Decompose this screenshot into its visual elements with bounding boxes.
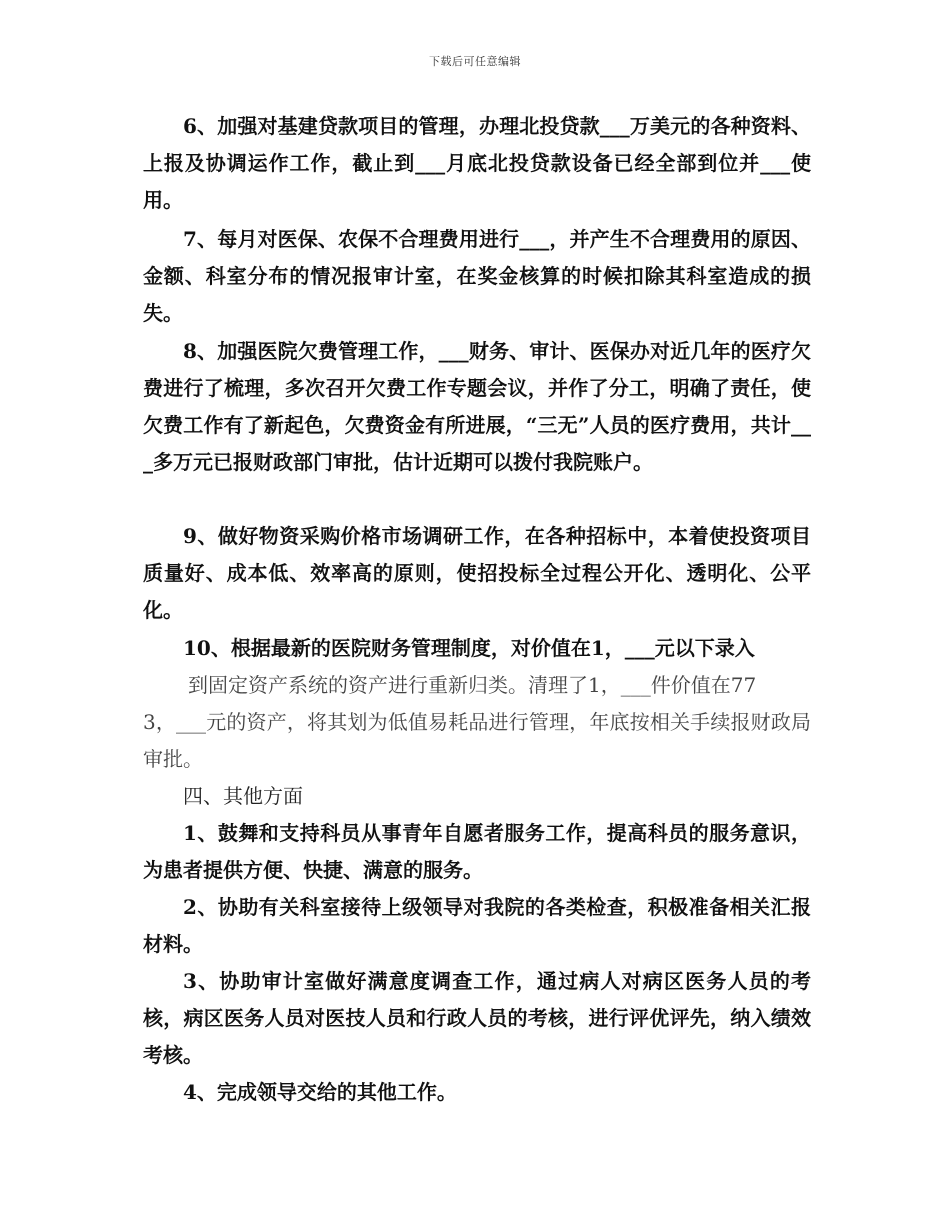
paragraph-other-3: 3、协助审计室做好满意度调查工作，通过病人对病区医务人员的考核，病区医务人员对医技人员和行政人员的考核，进行评优评先，纳入绩效考核。 xyxy=(143,969,811,1067)
paragraph-other-4: 4、完成领导交给的其他工作。 xyxy=(183,1080,457,1104)
paragraph-item-7: 7、每月对医保、农保不合理费用进行___，并产生不合理费用的原因、金额、科室分布的情况报审计室，在奖金核算的时候扣除其科室造成的损失。 xyxy=(143,227,811,325)
paragraph-item-10-line2: 到固定资产系统的资产进行重新归类。清理了1，___件价值在77 xyxy=(188,673,757,697)
paragraph-item-8: 8、加强医院欠费管理工作，___财务、审计、医保办对近几年的医疗欠费进行了梳理，多次召开欠费工作专题会议，并作了分工，明确了责任，使欠费工作有了新起色，欠费资金有所进展，“三无”人员的医疗费用，共计___多万元已报财政部门审批，估计近期可以拨付我院账户。 xyxy=(143,339,811,474)
section-heading-other: 四、其他方面 xyxy=(183,784,303,808)
page-header: 下载后可任意编辑 xyxy=(429,55,521,68)
paragraph-item-10-line3: 3，___元的资产，将其划为低值易耗品进行管理，年底按相关手续报财政局审批。 xyxy=(143,710,811,771)
paragraph-item-9: 9、做好物资采购价格市场调研工作，在各种招标中，本着使投资项目质量好、成本低、效率高的原则，使招投标全过程公开化、透明化、公平化。 xyxy=(143,524,811,622)
paragraph-item-6: 6、加强对基建贷款项目的管理，办理北投贷款___万美元的各种资料、上报及协调运作工作，截止到___月底北投贷款设备已经全部到位并___使用。 xyxy=(143,114,811,212)
paragraph-other-1: 1、鼓舞和支持科员从事青年自愿者服务工作，提高科员的服务意识，为患者提供方便、快捷、满意的服务。 xyxy=(143,821,811,882)
paragraph-item-10-line1: 10、根据最新的医院财务管理制度，对价值在1，___元以下录入 xyxy=(183,636,755,660)
paragraph-other-2: 2、协助有关科室接待上级领导对我院的各类检查，积极准备相关汇报材料。 xyxy=(143,895,811,956)
